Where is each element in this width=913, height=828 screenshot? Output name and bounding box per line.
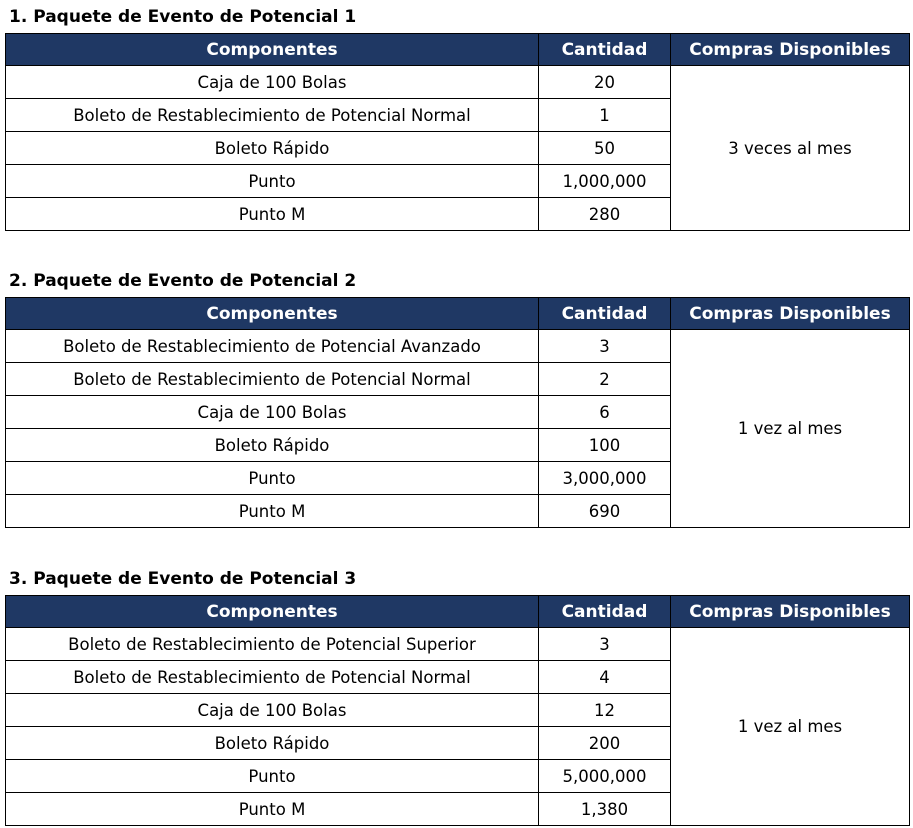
package-title: 3. Paquete de Evento de Potencial 3 bbox=[9, 569, 357, 589]
component-cell: Caja de 100 Bolas bbox=[6, 694, 539, 727]
header-purchases: Compras Disponibles bbox=[671, 298, 910, 330]
component-cell: Punto bbox=[6, 462, 539, 495]
quantity-cell: 2 bbox=[539, 363, 671, 396]
quantity-cell: 280 bbox=[539, 198, 671, 231]
quantity-cell: 690 bbox=[539, 495, 671, 528]
header-quantity: Cantidad bbox=[539, 298, 671, 330]
quantity-cell: 50 bbox=[539, 132, 671, 165]
package-table bbox=[5, 297, 910, 528]
header-purchases: Compras Disponibles bbox=[671, 34, 910, 66]
header-quantity: Cantidad bbox=[539, 34, 671, 66]
quantity-cell: 12 bbox=[539, 694, 671, 727]
package-table bbox=[5, 33, 910, 231]
component-cell: Caja de 100 Bolas bbox=[6, 396, 539, 429]
header-components: Componentes bbox=[6, 34, 539, 66]
package-title: 2. Paquete de Evento de Potencial 2 bbox=[9, 271, 357, 291]
header-quantity: Cantidad bbox=[539, 596, 671, 628]
component-cell: Boleto de Restablecimiento de Potencial Superior bbox=[6, 628, 539, 661]
purchases-cell: 1 vez al mes bbox=[671, 330, 910, 528]
table-header-row bbox=[6, 298, 910, 330]
component-cell: Boleto Rápido bbox=[6, 727, 539, 760]
purchases-cell: 1 vez al mes bbox=[671, 628, 910, 826]
table-header-row bbox=[6, 34, 910, 66]
component-cell: Punto M bbox=[6, 198, 539, 231]
quantity-cell: 1,380 bbox=[539, 793, 671, 826]
quantity-cell: 1 bbox=[539, 99, 671, 132]
quantity-cell: 6 bbox=[539, 396, 671, 429]
component-cell: Punto bbox=[6, 760, 539, 793]
quantity-cell: 100 bbox=[539, 429, 671, 462]
component-cell: Boleto de Restablecimiento de Potencial Avanzado bbox=[6, 330, 539, 363]
quantity-cell: 3 bbox=[539, 628, 671, 661]
quantity-cell: 20 bbox=[539, 66, 671, 99]
component-cell: Boleto Rápido bbox=[6, 429, 539, 462]
quantity-cell: 200 bbox=[539, 727, 671, 760]
table-row bbox=[6, 330, 910, 363]
quantity-cell: 4 bbox=[539, 661, 671, 694]
header-components: Componentes bbox=[6, 596, 539, 628]
component-cell: Boleto de Restablecimiento de Potencial Normal bbox=[6, 99, 539, 132]
package-title: 1. Paquete de Evento de Potencial 1 bbox=[9, 7, 357, 27]
header-purchases: Compras Disponibles bbox=[671, 596, 910, 628]
quantity-cell: 3 bbox=[539, 330, 671, 363]
component-cell: Punto bbox=[6, 165, 539, 198]
table-row bbox=[6, 66, 910, 99]
component-cell: Punto M bbox=[6, 495, 539, 528]
header-components: Componentes bbox=[6, 298, 539, 330]
table-row bbox=[6, 628, 910, 661]
component-cell: Boleto Rápido bbox=[6, 132, 539, 165]
purchases-cell: 3 veces al mes bbox=[671, 66, 910, 231]
component-cell: Caja de 100 Bolas bbox=[6, 66, 539, 99]
package-table bbox=[5, 595, 910, 826]
component-cell: Boleto de Restablecimiento de Potencial Normal bbox=[6, 363, 539, 396]
component-cell: Boleto de Restablecimiento de Potencial Normal bbox=[6, 661, 539, 694]
quantity-cell: 3,000,000 bbox=[539, 462, 671, 495]
component-cell: Punto M bbox=[6, 793, 539, 826]
quantity-cell: 1,000,000 bbox=[539, 165, 671, 198]
quantity-cell: 5,000,000 bbox=[539, 760, 671, 793]
table-header-row bbox=[6, 596, 910, 628]
